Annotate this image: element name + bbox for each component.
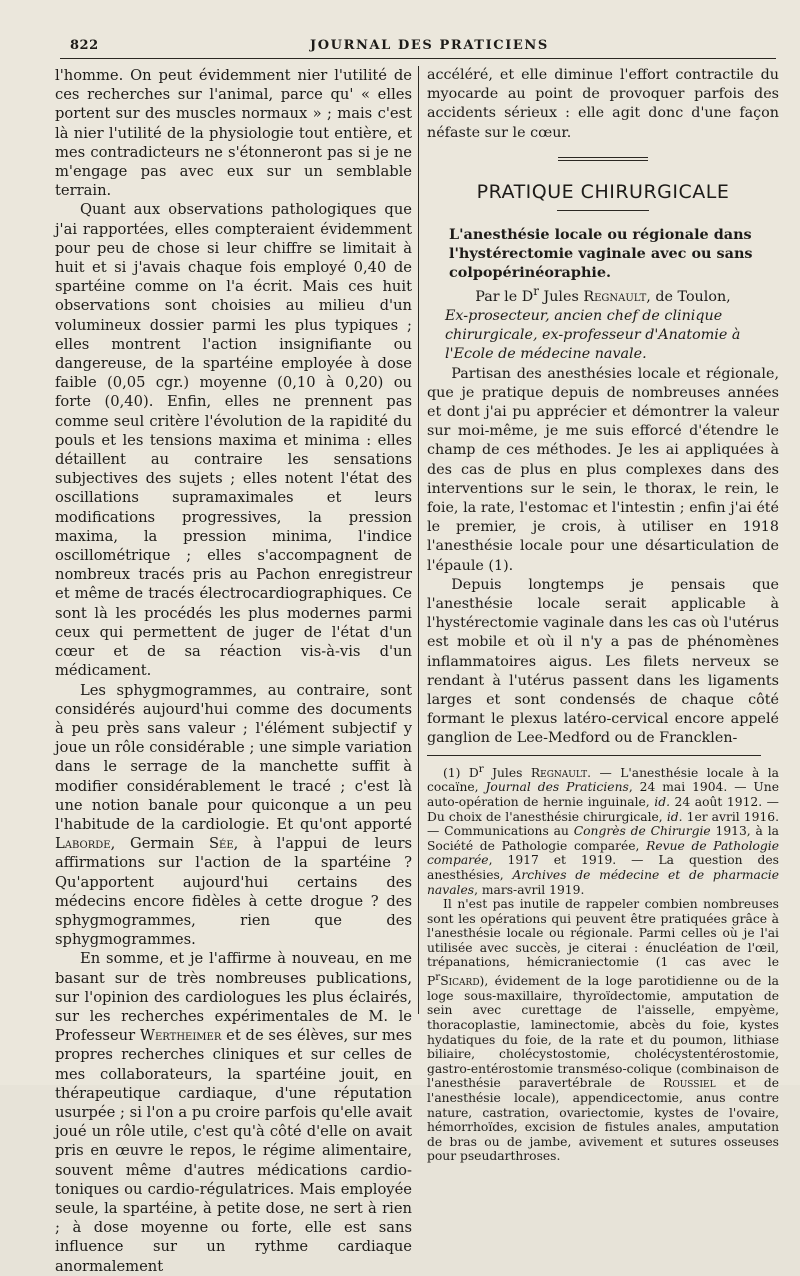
journal-ref: Journal des Praticiens — [485, 780, 629, 795]
page-number: 822 — [70, 38, 99, 53]
right-continuation: accéléré, et elle diminue l'effort contractile du myocarde au point de provoquer parfois des accidents sérieux : elle agit donc d'une façon néfaste sur le cœur. — [427, 67, 779, 141]
text: , mars-avril 1919. — [474, 882, 585, 897]
author-name-sicard: Sicard — [440, 974, 480, 989]
column-divider — [418, 66, 419, 1014]
footnote-rule — [427, 755, 761, 756]
page-header — [60, 34, 776, 56]
text: Jules — [538, 288, 584, 305]
text: id. — [654, 794, 670, 809]
text: Il n'est pas inutile de rappeler combien nombreuses sont les opérations qui peuvent être pratiquées grâce à l'anesthésie locale ou régionale. Parmi celles où je l'ai utilisée avec succès, je citerai : énucléation de l'œil, trépanations, hémicraniectomie (1 cas avec le P — [427, 897, 779, 989]
header-rule — [60, 58, 776, 59]
author-affiliation: Ex-prosecteur, ancien chef de clinique chirurgicale, ex-professeur d'Anatomie à l'Ecole de médecine navale. — [445, 307, 741, 363]
footnote-1 — [427, 762, 779, 897]
right-paragraph-1: Partisan des anesthésies locale et régionale, que je pratique depuis de nombreuses années et dont j'ai pu apprécier et démontrer la valeur sur moi-même, je me suis efforcé d'étendre le champ de ces méthodes. Je les ai appliquées à des cas de plus en plus complexes dans des interventions sur le sein, le thorax, le rein, le foie, la rate, l'estomac et l'intestin ; enfin j'ai été le premier, je crois, à utiliser en 1918 l'anesthésie locale pour une désarticulation de l'épaule (1). — [427, 365, 779, 574]
left-column — [55, 66, 412, 1276]
text: , à l'appui de leurs affirmations sur l'action de la spartéine ? Qu'apportent aujourd'hui certains des médecins encore fidèles à cette drogue ? des sphygmogrammes, rien que des sphygmogrammes. — [55, 835, 412, 949]
text: r — [478, 762, 484, 775]
text: Par le D — [475, 288, 534, 305]
text: , 1917 et 1919. — La question des anesthésies, — [427, 853, 779, 882]
text: r — [533, 284, 539, 299]
author-name-regnault: Regnault — [530, 765, 588, 780]
left-paragraph-2: Quant aux observations pathologiques que j'ai rapportées, elles compteraient évidemment pour peu de chose si leur chiffre se limitait à huit et si j'avais chaque fois employé 0,40 de spartéine comme on l'a écrit. Mais ces huit observations sont choisies au milieu d'un volumineux dossier parmi les plus typiques ; elles montrent l'action insignifiante ou dangereuse, de la spartéine employée à dose faible (0,05 cgr.) moyenne (0,10 à 0,20) ou forte (0,40). Enfin, elles ne prennent pas comme seul critère l'évolution de la rapidité du pouls et les tensions maxima et minima : elles détaillent au contraire les sensations subjectives des sujets ; elles notent l'état des oscillations supramaximales et leurs modifications progressives, la pression maxima, la pression minima, l'indice oscillométrique ; elles s'accompagnent de nombreux tracés pris au Pachon enregistreur et même de tracés électrocardiographiques. Ce sont là les procédés les plus modernes parmi ceux qui permettent de juger de l'état d'un cœur et de sa réaction vis-à-vis d'un médicament. — [55, 201, 412, 680]
journal-ref: Congrès de Chirurgie — [573, 824, 711, 839]
text: r — [435, 971, 441, 984]
footnote-2 — [427, 897, 779, 1164]
right-column — [427, 66, 779, 1164]
section-rule — [557, 210, 649, 211]
author-name-laborde: Laborde — [55, 835, 111, 853]
text: . — L'anesthésie locale à la cocaïne, — [427, 765, 779, 795]
text: 1913, à la Société de Pathologie comparée, — [427, 824, 779, 853]
text: En somme, et je l'affirme à nouveau, en me basant sur de très nombreuses publications, sur l'opinion des cardiologues les plus éclairés, sur les recherches expérimentales de M. le Professeur — [55, 950, 412, 1045]
text: 24 août 1912. — Du choix de l'anesthésie chirurgicale, — [427, 794, 779, 824]
text: , 24 mai 1904. — Une auto-opération de hernie inguinale, — [427, 780, 779, 809]
journal-title: JOURNAL DES PRATICIENS — [310, 38, 549, 53]
text: , Germain — [110, 835, 209, 853]
author-name-regnault: Regnault — [583, 288, 647, 305]
article-title: L'anesthésie locale ou régionale dans l'hystérectomie vaginale avec ou sans colpopérinéoraphie. — [449, 226, 753, 282]
left-paragraph-4 — [55, 949, 412, 1275]
text: , de Toulon, — [646, 288, 731, 305]
text: et de ses élèves, sur mes propres recherches cliniques et sur celles de mes collaborateurs, la spartéine jouit, en thérapeutique cardiaque, d'une réputation usurpée ; si l'on a pu croire parfois qu'elle avait joué un rôle utile, c'est qu'à côté d'elle on avait pris en œuvre le repos, le régime alimentaire, souvent même d'autres médications cardio-toniques ou cardio-régulatrices. Mais employée seule, la spartéine, à petite dose, ne sert à rien ; à dose moyenne ou forte, elle est sans influence sur un rythme cardiaque anormalement — [55, 1027, 412, 1275]
author-name-wertheimer: Wertheimer — [139, 1027, 222, 1045]
section-title: PRATIQUE CHIRURGICALE — [476, 180, 730, 203]
text: ), évidement de la loge parotidienne ou de la loge sous-maxillaire, thyroïdectomie, amputation de sein avec curettage de l'aisselle, empyème, thoracoplastie, laminectomie, abcès du foie, kystes hydatiques du foie, de la rate et du poumon, lithiase biliaire, cholécystostomie, cholécystentérostomie, gastro-entérostomie transméso-colique (combinaison de l'anesthésie paravertébrale de — [427, 974, 779, 1091]
text: Jules — [483, 765, 531, 780]
text: (1) D — [442, 765, 479, 780]
right-paragraph-2: Depuis longtemps je pensais que l'anesthésie locale serait applicable à l'hystérectomie vaginale dans les cas où l'utérus est mobile et où il n'y a pas de phénomènes inflammatoires aigus. Les filets nerveux se rendant à l'utérus passent dans les ligaments larges et sont condensés de chaque côté formant le plexus latéro-cervical encore appelé ganglion de Lee-Medford ou de Francklen- — [427, 576, 779, 747]
article-author — [427, 282, 779, 307]
journal-ref: Archives de médecine et de pharmacie navales — [427, 867, 779, 897]
author-name-roussiel: Roussiel — [663, 1076, 716, 1091]
text: et de l'anesthésie locale), appendicectomie, anus contre nature, castration, ovariectomie, kystes de l'ovaire, hémorrhoïdes, excision de fistules anales, amputation de bras ou de jambe, avivement et sutures osseuses pour pseudarthroses. — [427, 1076, 780, 1164]
author-name-see: Sée — [209, 835, 234, 853]
section-separator — [558, 157, 648, 161]
journal-ref: Revue de Pathologie comparée — [427, 838, 779, 868]
footnote — [427, 762, 779, 1164]
text: id. — [666, 809, 683, 824]
text: 1er avril 1916. — Communications au — [427, 809, 779, 839]
text: Les sphygmogrammes, au contraire, sont considérés aujourd'hui comme des documents à peu près sans valeur ; l'élément subjectif y joue un rôle considérable ; une simple variation dans le serrage de la manchette suffit à modifier considérablement le tracé ; c'est là une notion banale pour quiconque a un peu l'habitude de la cardiologie. Et qu'ont apporté — [55, 681, 412, 833]
left-paragraph-1: l'homme. On peut évidemment nier l'utilité de ces recherches sur l'animal, parce qu' « elles portent sur des muscles normaux » ; mais c'est là nier l'utilité de la physiologie tout entière, et mes contradicteurs ne s'étonneront pas si je ne m'engage pas avec eux sur un semblable terrain. — [55, 67, 412, 200]
left-paragraph-3 — [55, 681, 412, 950]
